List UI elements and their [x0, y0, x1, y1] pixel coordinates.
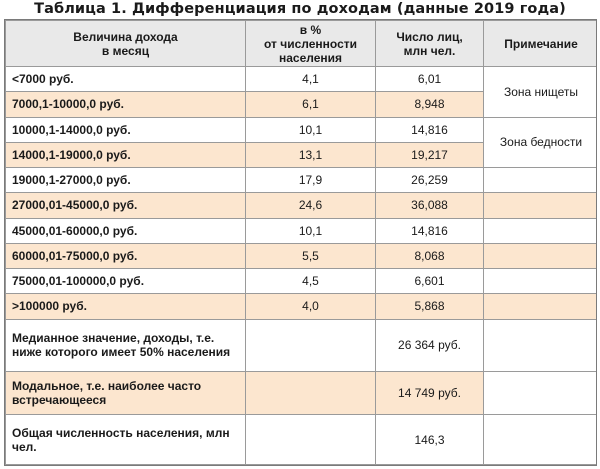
- row-count: 36,088: [376, 193, 484, 218]
- row-count: 5,868: [376, 294, 484, 319]
- total-percent-empty: [246, 415, 376, 465]
- header-row: [6, 21, 598, 67]
- total-value: 146,3: [376, 415, 484, 465]
- summary-row-mode: [6, 372, 598, 415]
- table-row: [6, 269, 598, 294]
- median-value: 26 364 руб.: [376, 319, 484, 372]
- row-percent: 10,1: [246, 117, 376, 142]
- summary-row-total: [6, 415, 598, 465]
- row-income: 7000,1-10000,0 руб.: [6, 92, 246, 117]
- row-income: 45000,01-60000,0 руб.: [6, 218, 246, 243]
- row-income: 19000,1-27000,0 руб.: [6, 168, 246, 193]
- row-percent: 24,6: [246, 193, 376, 218]
- row-percent: 4,5: [246, 269, 376, 294]
- row-percent: 4,1: [246, 67, 376, 92]
- median-percent-empty: [246, 319, 376, 372]
- header-count: Число лиц, млн чел.: [376, 21, 484, 67]
- table-row: [6, 168, 598, 193]
- row-note-empty: [484, 218, 598, 243]
- row-income: 14000,1-19000,0 руб.: [6, 142, 246, 167]
- row-income: 27000,01-45000,0 руб.: [6, 193, 246, 218]
- row-count: 14,816: [376, 218, 484, 243]
- row-percent: 13,1: [246, 142, 376, 167]
- row-note-empty: [484, 243, 598, 268]
- note-hardship-zone: Зона бедности: [484, 117, 598, 168]
- row-count: 14,816: [376, 117, 484, 142]
- mode-note-empty: [484, 372, 598, 415]
- total-label: Общая численность населения, млн чел.: [6, 415, 246, 465]
- mode-label: Модальное, т.е. наиболее часто встречающееся: [6, 372, 246, 415]
- table-row: [6, 218, 598, 243]
- table-title: Таблица 1. Дифференциация по доходам (данные 2019 года): [34, 1, 566, 17]
- mode-percent-empty: [246, 372, 376, 415]
- row-count: 6,01: [376, 67, 484, 92]
- row-percent: 6,1: [246, 92, 376, 117]
- row-income: 60000,01-75000,0 руб.: [6, 243, 246, 268]
- summary-row-median: [6, 319, 598, 372]
- row-count: 6,601: [376, 269, 484, 294]
- row-count: 8,068: [376, 243, 484, 268]
- note-poverty-zone: Зона нищеты: [484, 67, 598, 118]
- header-percent: в % от численности населения: [246, 21, 376, 67]
- row-percent: 10,1: [246, 218, 376, 243]
- row-note-empty: [484, 193, 598, 218]
- row-count: 8,948: [376, 92, 484, 117]
- row-note-empty: [484, 269, 598, 294]
- header-income: Величина дохода в месяц: [6, 21, 246, 67]
- row-count: 26,259: [376, 168, 484, 193]
- income-table-container: [4, 19, 597, 466]
- table-row: [6, 193, 598, 218]
- total-note-empty: [484, 415, 598, 465]
- table-row: [6, 243, 598, 268]
- row-income: <7000 руб.: [6, 67, 246, 92]
- row-note-empty: [484, 168, 598, 193]
- row-percent: 4,0: [246, 294, 376, 319]
- median-note-empty: [484, 319, 598, 372]
- table-row: [6, 67, 598, 92]
- row-count: 19,217: [376, 142, 484, 167]
- row-income: >100000 руб.: [6, 294, 246, 319]
- table-row: [6, 294, 598, 319]
- income-differentiation-table: [5, 20, 597, 465]
- header-note: Примечание: [484, 21, 598, 67]
- mode-value: 14 749 руб.: [376, 372, 484, 415]
- table-row: [6, 117, 598, 142]
- row-note-empty: [484, 294, 598, 319]
- row-percent: 17,9: [246, 168, 376, 193]
- row-income: 10000,1-14000,0 руб.: [6, 117, 246, 142]
- row-income: 75000,01-100000,0 руб.: [6, 269, 246, 294]
- median-label: Медианное значение, доходы, т.е. ниже которого имеет 50% населения: [6, 319, 246, 372]
- row-percent: 5,5: [246, 243, 376, 268]
